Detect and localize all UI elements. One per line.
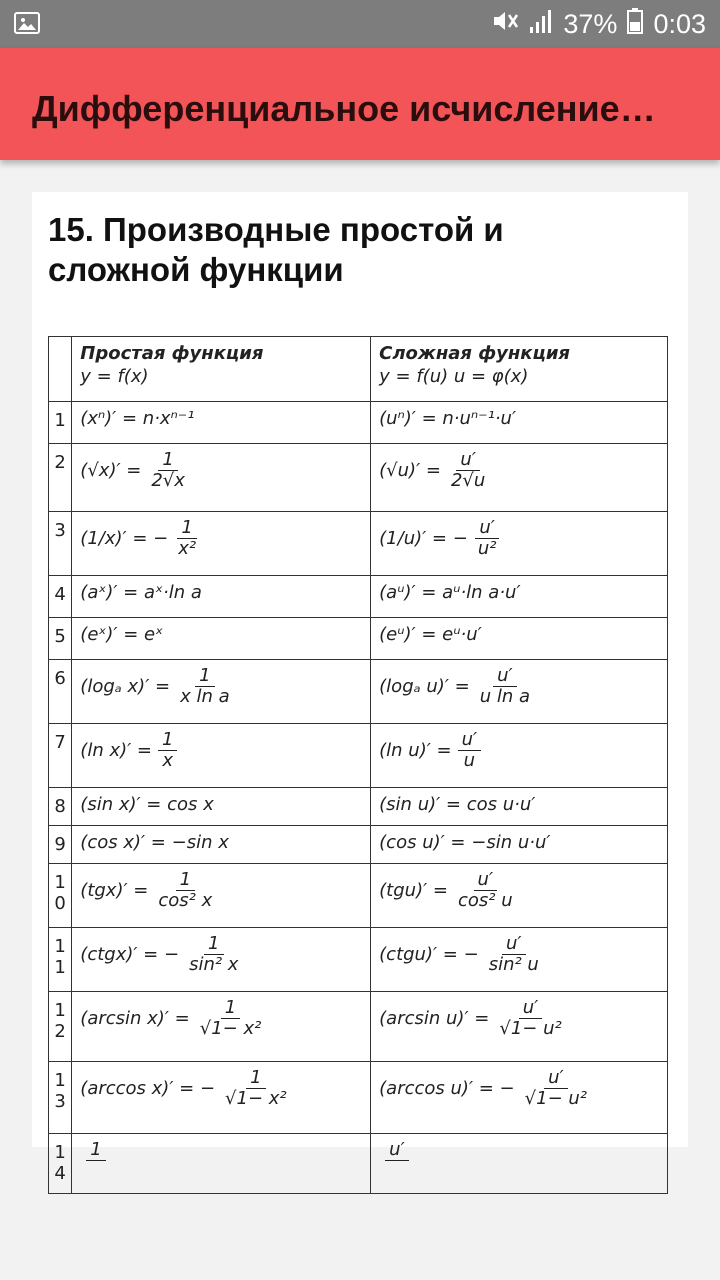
complex-formula-text: (uⁿ)′ = n·uⁿ⁻¹·u′: [379, 408, 517, 429]
table-row: [49, 1134, 668, 1194]
complex-fraction: [454, 870, 517, 911]
complex-formula-lhs: (arccos u)′ = −: [379, 1078, 515, 1099]
complex-formula-cell: [371, 992, 668, 1062]
complex-formula-cell: [371, 1062, 668, 1134]
simple-numerator: 1: [204, 934, 223, 955]
simple-numerator: 1: [86, 1140, 105, 1161]
table-row: [49, 1062, 668, 1134]
simple-numerator: 1: [176, 870, 195, 891]
battery-text: 37%: [563, 8, 618, 39]
complex-denominator: √1− u²: [499, 1018, 562, 1039]
row-number: 4: [49, 576, 72, 618]
complex-formula-cell: [371, 618, 668, 660]
simple-formula-lhs: (√x)′ =: [80, 460, 142, 481]
simple-numerator: 1: [195, 666, 214, 687]
table-header-row: [49, 337, 668, 402]
simple-fraction: [176, 666, 234, 707]
simple-fraction: [185, 934, 242, 975]
complex-fraction: [495, 998, 565, 1039]
row-number: 1 2: [49, 992, 72, 1062]
complex-formula: [379, 832, 659, 853]
complex-formula-cell: [371, 724, 668, 788]
complex-formula-cell: [371, 444, 668, 512]
row-number: 1 1: [49, 928, 72, 992]
complex-numerator: u′: [458, 730, 482, 751]
simple-numerator: 1: [246, 1068, 265, 1089]
complex-fraction: [458, 730, 482, 771]
derivatives-table: [48, 336, 668, 1194]
simple-fraction: [158, 730, 177, 771]
simple-formula: [80, 870, 362, 911]
simple-denominator: cos² x: [158, 890, 213, 911]
simple-formula-text: (xⁿ)′ = n·xⁿ⁻¹: [80, 408, 195, 429]
complex-formula-cell: [371, 402, 668, 444]
simple-numerator: 1: [158, 730, 177, 751]
complex-denominator: 2√u: [450, 470, 486, 491]
complex-formula-text: (aᵘ)′ = aᵘ·ln a·u′: [379, 582, 521, 603]
complex-formula-text: (cos u)′ = −sin u·u′: [379, 832, 551, 853]
complex-denominator: u ln a: [479, 686, 531, 707]
simple-formula-lhs: (1/x)′ = −: [80, 528, 169, 549]
simple-denominator: √1− x²: [199, 1018, 262, 1039]
simple-formula-cell: [72, 444, 371, 512]
table-row: [49, 576, 668, 618]
table-row: [49, 826, 668, 864]
complex-denominator: cos² u: [457, 890, 513, 911]
simple-formula: [80, 794, 362, 815]
table-row: [49, 512, 668, 576]
row-number: 5: [49, 618, 72, 660]
simple-formula-text: (eˣ)′ = eˣ: [80, 624, 164, 645]
complex-formula-cell: [371, 826, 668, 864]
simple-formula-lhs: (arcsin x)′ =: [80, 1008, 190, 1029]
simple-formula-cell: [72, 864, 371, 928]
simple-formula: [80, 1068, 362, 1109]
status-bar: [0, 0, 720, 48]
simple-formula-cell: [72, 788, 371, 826]
table-row: [49, 788, 668, 826]
table-row: [49, 864, 668, 928]
complex-formula: [379, 450, 659, 491]
header-complex-cell: [371, 337, 668, 402]
complex-fraction: [385, 1140, 409, 1161]
simple-denominator: x ln a: [180, 686, 230, 707]
simple-formula: [80, 582, 362, 603]
complex-formula: [379, 998, 659, 1039]
complex-formula-text: (eᵘ)′ = eᵘ·u′: [379, 624, 482, 645]
simple-formula-lhs: (ln x)′ =: [80, 740, 153, 761]
simple-formula-lhs: (ctgx)′ = −: [80, 944, 180, 965]
simple-formula: [80, 832, 362, 853]
simple-numerator: 1: [158, 450, 177, 471]
complex-formula-lhs: (tgu)′ =: [379, 880, 448, 901]
simple-formula-cell: [72, 512, 371, 576]
complex-formula-lhs: (√u)′ =: [379, 460, 441, 481]
header-simple-cell: [72, 337, 371, 402]
complex-formula-text: (sin u)′ = cos u·u′: [379, 794, 536, 815]
complex-denominator: u²: [477, 538, 497, 559]
simple-formula-cell: [72, 1134, 371, 1194]
complex-formula-cell: [371, 512, 668, 576]
simple-fraction: [221, 1068, 291, 1109]
complex-formula: [379, 408, 659, 429]
table-row: [49, 618, 668, 660]
complex-formula: [379, 1068, 659, 1109]
complex-fraction: [521, 1068, 591, 1109]
complex-fraction: [447, 450, 489, 491]
simple-formula-cell: [72, 826, 371, 864]
simple-denominator: x²: [178, 538, 197, 559]
complex-fraction: [485, 934, 543, 975]
complex-formula-cell: [371, 928, 668, 992]
table-row: [49, 992, 668, 1062]
gallery-notification-icon: [14, 12, 40, 34]
simple-formula-text: (aˣ)′ = aˣ·ln a: [80, 582, 202, 603]
simple-formula-cell: [72, 928, 371, 992]
complex-formula: [379, 934, 659, 975]
complex-formula: [379, 794, 659, 815]
simple-formula: [80, 450, 362, 491]
header-simple-sub: y = f(x): [80, 366, 149, 387]
table-row: [49, 402, 668, 444]
complex-numerator: u′: [493, 666, 517, 687]
complex-formula: [379, 730, 659, 771]
simple-numerator: 1: [177, 518, 196, 539]
mute-icon: [491, 8, 519, 41]
complex-formula-cell: [371, 788, 668, 826]
row-number: 9: [49, 826, 72, 864]
content-card[interactable]: [32, 192, 688, 1184]
table-row: [49, 724, 668, 788]
signal-icon: [529, 9, 553, 40]
simple-formula: [80, 624, 362, 645]
simple-denominator: sin² x: [189, 954, 239, 975]
simple-formula-cell: [72, 660, 371, 724]
clock: 0:03: [653, 8, 706, 39]
simple-fraction: [154, 870, 216, 911]
simple-formula: [80, 518, 362, 559]
complex-formula: [379, 666, 659, 707]
simple-formula-cell: [72, 576, 371, 618]
simple-formula: [80, 666, 362, 707]
complex-formula-lhs: (arcsin u)′ =: [379, 1008, 490, 1029]
complex-formula-cell: [371, 1134, 668, 1194]
simple-formula-lhs: (logₐ x)′ =: [80, 676, 171, 697]
simple-formula-text: (sin x)′ = cos x: [80, 794, 214, 815]
complex-formula-lhs: (ln u)′ =: [379, 740, 452, 761]
table-row: [49, 444, 668, 512]
app-bar: [0, 48, 720, 160]
status-icons: [491, 0, 706, 48]
complex-numerator: u′: [475, 518, 499, 539]
complex-fraction: [476, 666, 534, 707]
table-body: [49, 402, 668, 1194]
simple-formula-lhs: (arccos x)′ = −: [80, 1078, 216, 1099]
app-title: Дифференциальное исчисление…: [32, 88, 656, 129]
row-number: 8: [49, 788, 72, 826]
header-num-cell: [49, 337, 72, 402]
complex-formula-lhs: (logₐ u)′ =: [379, 676, 470, 697]
complex-formula: [379, 624, 659, 645]
complex-formula-lhs: (1/u)′ = −: [379, 528, 468, 549]
simple-fraction: [174, 518, 200, 559]
derivatives-table-image[interactable]: [48, 336, 668, 1184]
row-number: 6: [49, 660, 72, 724]
row-number: 1: [49, 402, 72, 444]
complex-formula-cell: [371, 576, 668, 618]
table-row: [49, 660, 668, 724]
row-number: 1 3: [49, 1062, 72, 1134]
simple-denominator: x: [162, 750, 174, 771]
complex-denominator: u: [463, 750, 476, 771]
complex-numerator: u′: [519, 998, 543, 1019]
complex-formula-lhs: (ctgu)′ = −: [379, 944, 479, 965]
complex-denominator: sin² u: [488, 954, 539, 975]
complex-fraction: [474, 518, 501, 559]
complex-numerator: u′: [385, 1140, 409, 1161]
simple-denominator: √1− x²: [225, 1088, 287, 1109]
header-complex-sub: y = f(u) u = φ(x): [379, 366, 529, 387]
simple-formula: [80, 408, 362, 429]
simple-numerator: 1: [221, 998, 240, 1019]
complex-formula: [379, 870, 659, 911]
complex-numerator: u′: [456, 450, 480, 471]
simple-fraction: [196, 998, 266, 1039]
complex-formula-cell: [371, 864, 668, 928]
simple-formula: [80, 998, 362, 1039]
simple-formula-cell: [72, 402, 371, 444]
row-number: 1 4: [49, 1134, 72, 1194]
row-number: 3: [49, 512, 72, 576]
simple-formula-cell: [72, 992, 371, 1062]
simple-fraction: [86, 1140, 105, 1161]
complex-numerator: u′: [474, 870, 498, 891]
header-simple-title: Простая функция: [80, 343, 264, 364]
simple-formula-text: (cos x)′ = −sin x: [80, 832, 229, 853]
simple-formula-cell: [72, 618, 371, 660]
row-number: 1 0: [49, 864, 72, 928]
complex-formula: [379, 518, 659, 559]
simple-formula: [80, 934, 362, 975]
simple-fraction: [147, 450, 189, 491]
header-complex-title: Сложная функция: [379, 343, 570, 364]
simple-formula-lhs: (tgx)′ =: [80, 880, 149, 901]
simple-denominator: 2√x: [151, 470, 185, 491]
complex-denominator: √1− u²: [524, 1088, 587, 1109]
simple-formula-cell: [72, 724, 371, 788]
row-number: 7: [49, 724, 72, 788]
complex-formula: [379, 1140, 659, 1161]
section-heading: 15. Производные простой и сложной функции: [48, 211, 504, 288]
complex-formula: [379, 582, 659, 603]
complex-numerator: u′: [544, 1068, 568, 1089]
table-row: [49, 928, 668, 992]
complex-formula-cell: [371, 660, 668, 724]
complex-numerator: u′: [502, 934, 526, 955]
battery-icon: [627, 8, 643, 41]
simple-formula: [80, 730, 362, 771]
row-number: 2: [49, 444, 72, 512]
simple-formula: [80, 1140, 362, 1161]
simple-formula-cell: [72, 1062, 371, 1134]
